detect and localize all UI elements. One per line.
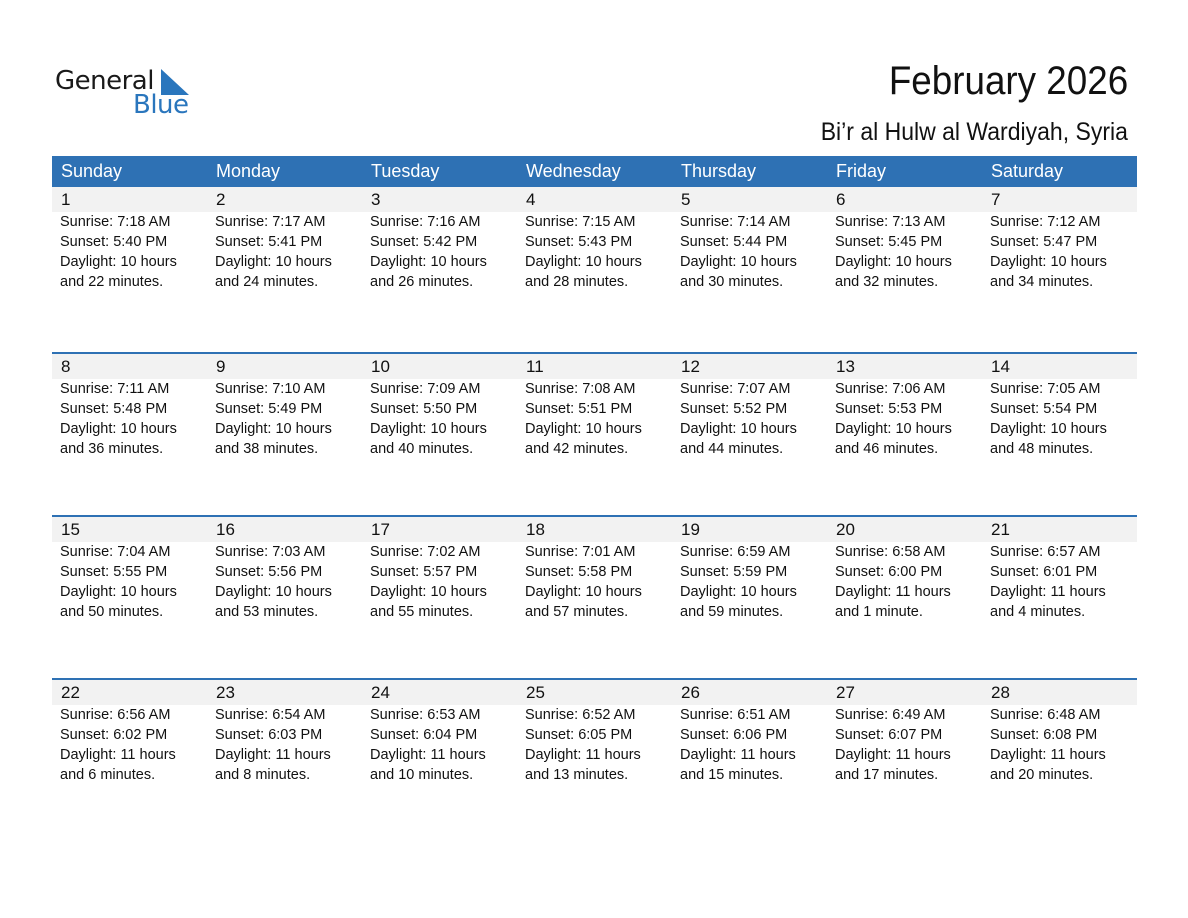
sunset-text: Sunset: 6:08 PM: [990, 727, 1098, 743]
sunset-text: Sunset: 6:06 PM: [680, 727, 788, 743]
day-number: 13: [836, 357, 855, 376]
weekday-monday: Monday: [216, 161, 281, 181]
day-cell: [362, 379, 517, 459]
day-cell: [207, 542, 362, 622]
day-info-row: [52, 379, 1137, 459]
day-number: 12: [681, 357, 700, 376]
day-info-row: [52, 212, 1137, 292]
day-number: 8: [61, 357, 71, 376]
weekday-thursday: Thursday: [681, 161, 757, 181]
sunrise-text: Sunrise: 6:58 AM: [835, 544, 946, 560]
daylight-text: and 40 minutes.: [370, 441, 474, 457]
daylight-text: Daylight: 11 hours: [990, 747, 1106, 763]
daylight-text: Daylight: 11 hours: [990, 584, 1106, 600]
day-number: 27: [836, 683, 855, 702]
weeks-container: [52, 187, 1137, 841]
daylight-text: Daylight: 11 hours: [835, 747, 951, 763]
day-number: 22: [61, 683, 80, 702]
sunrise-text: Sunrise: 6:56 AM: [60, 707, 171, 723]
sunset-text: Sunset: 5:55 PM: [60, 564, 168, 580]
day-number: 20: [836, 520, 855, 539]
calendar-grid: [52, 156, 1137, 841]
daylight-text: Daylight: 10 hours: [680, 254, 797, 270]
sunrise-text: Sunrise: 7:15 AM: [525, 214, 636, 230]
day-number: 23: [216, 683, 235, 702]
sunrise-text: Sunrise: 6:49 AM: [835, 707, 946, 723]
day-cell: [827, 542, 982, 622]
day-number: 25: [526, 683, 545, 702]
daylight-text: Daylight: 11 hours: [60, 747, 176, 763]
day-number: 18: [526, 520, 545, 539]
daylight-text: and 20 minutes.: [990, 767, 1094, 783]
daylight-text: Daylight: 10 hours: [835, 254, 952, 270]
day-cell: [982, 705, 1137, 785]
weekday-saturday: Saturday: [991, 161, 1064, 181]
daylight-text: Daylight: 10 hours: [60, 584, 177, 600]
sunset-text: Sunset: 5:47 PM: [990, 234, 1098, 250]
sunset-text: Sunset: 5:44 PM: [680, 234, 788, 250]
weekday-friday: Friday: [836, 161, 887, 181]
day-cell: [362, 212, 517, 292]
day-number: 7: [991, 190, 1001, 209]
daylight-text: Daylight: 10 hours: [525, 421, 642, 437]
daylight-text: and 38 minutes.: [215, 441, 319, 457]
sunrise-text: Sunrise: 7:12 AM: [990, 214, 1101, 230]
weekday-wednesday: Wednesday: [526, 161, 621, 181]
daylight-text: and 42 minutes.: [525, 441, 629, 457]
day-cell: [207, 705, 362, 785]
daylight-text: and 24 minutes.: [215, 274, 319, 290]
day-cell: [52, 542, 207, 622]
daylight-text: and 36 minutes.: [60, 441, 164, 457]
day-number: 6: [836, 190, 846, 209]
daylight-text: and 30 minutes.: [680, 274, 784, 290]
day-cell: [982, 212, 1137, 292]
day-cell: [207, 212, 362, 292]
sunset-text: Sunset: 5:56 PM: [215, 564, 323, 580]
day-number: 17: [371, 520, 390, 539]
day-number: 5: [681, 190, 691, 209]
sunrise-text: Sunrise: 6:51 AM: [680, 707, 791, 723]
sunrise-text: Sunrise: 6:52 AM: [525, 707, 636, 723]
day-cell: [827, 212, 982, 292]
sunset-text: Sunset: 5:49 PM: [215, 401, 323, 417]
sunrise-text: Sunrise: 6:53 AM: [370, 707, 481, 723]
daylight-text: Daylight: 10 hours: [60, 254, 177, 270]
daylight-text: and 44 minutes.: [680, 441, 784, 457]
daylight-text: and 26 minutes.: [370, 274, 474, 290]
daylight-text: and 57 minutes.: [525, 604, 629, 620]
sunset-text: Sunset: 5:41 PM: [215, 234, 323, 250]
sunset-text: Sunset: 5:51 PM: [525, 401, 633, 417]
day-number: 28: [991, 683, 1010, 702]
daylight-text: and 28 minutes.: [525, 274, 629, 290]
daylight-text: and 8 minutes.: [215, 767, 311, 783]
daylight-text: Daylight: 10 hours: [370, 254, 487, 270]
day-number: 2: [216, 190, 226, 209]
day-cell: [827, 705, 982, 785]
daylight-text: Daylight: 10 hours: [990, 254, 1107, 270]
daylight-text: Daylight: 11 hours: [525, 747, 641, 763]
day-number: 3: [371, 190, 381, 209]
day-cell: [362, 542, 517, 622]
day-number: 19: [681, 520, 700, 539]
daylight-text: Daylight: 10 hours: [990, 421, 1107, 437]
daylight-text: Daylight: 10 hours: [215, 254, 332, 270]
sunset-text: Sunset: 5:57 PM: [370, 564, 478, 580]
week-row: [52, 187, 1137, 352]
sunrise-text: Sunrise: 7:18 AM: [60, 214, 171, 230]
sunrise-text: Sunrise: 7:02 AM: [370, 544, 481, 560]
day-number: 14: [991, 357, 1010, 376]
daylight-text: and 10 minutes.: [370, 767, 474, 783]
day-cell: [52, 379, 207, 459]
daylight-text: and 15 minutes.: [680, 767, 784, 783]
day-cell: [672, 379, 827, 459]
day-cell: [672, 542, 827, 622]
day-number: 24: [371, 683, 390, 702]
day-number-row: [52, 354, 1137, 379]
day-cell: [52, 212, 207, 292]
day-cell: [517, 379, 672, 459]
daylight-text: and 22 minutes.: [60, 274, 164, 290]
day-cell: [52, 705, 207, 785]
sunset-text: Sunset: 5:50 PM: [370, 401, 478, 417]
day-number: 16: [216, 520, 235, 539]
day-cell: [827, 379, 982, 459]
day-number: 9: [216, 357, 226, 376]
daylight-text: and 6 minutes.: [60, 767, 156, 783]
page-title: February 2026: [888, 59, 1128, 103]
day-number-row: [52, 187, 1137, 212]
daylight-text: Daylight: 11 hours: [215, 747, 331, 763]
day-number: 26: [681, 683, 700, 702]
sunset-text: Sunset: 5:52 PM: [680, 401, 788, 417]
sunrise-text: Sunrise: 7:01 AM: [525, 544, 636, 560]
sunrise-text: Sunrise: 7:05 AM: [990, 381, 1101, 397]
daylight-text: and 55 minutes.: [370, 604, 474, 620]
day-number: 4: [526, 190, 536, 209]
sunrise-text: Sunrise: 7:16 AM: [370, 214, 481, 230]
logo-text-general: General: [55, 66, 154, 96]
sunset-text: Sunset: 6:07 PM: [835, 727, 943, 743]
daylight-text: and 32 minutes.: [835, 274, 939, 290]
daylight-text: and 34 minutes.: [990, 274, 1094, 290]
sunset-text: Sunset: 6:03 PM: [215, 727, 323, 743]
day-number: 11: [526, 357, 544, 376]
sunset-text: Sunset: 5:45 PM: [835, 234, 943, 250]
day-cell: [362, 705, 517, 785]
week-row: [52, 352, 1137, 515]
weekday-header: [52, 156, 1137, 187]
sunrise-text: Sunrise: 7:13 AM: [835, 214, 946, 230]
sunset-text: Sunset: 5:54 PM: [990, 401, 1098, 417]
daylight-text: Daylight: 11 hours: [370, 747, 486, 763]
week-row: [52, 678, 1137, 841]
daylight-text: and 50 minutes.: [60, 604, 164, 620]
weekday-sunday: Sunday: [61, 161, 123, 181]
sunrise-text: Sunrise: 6:48 AM: [990, 707, 1101, 723]
sunrise-text: Sunrise: 7:03 AM: [215, 544, 326, 560]
sunset-text: Sunset: 6:04 PM: [370, 727, 478, 743]
day-cell: [517, 705, 672, 785]
sunset-text: Sunset: 6:02 PM: [60, 727, 168, 743]
sunrise-text: Sunrise: 7:08 AM: [525, 381, 636, 397]
sunrise-text: Sunrise: 7:11 AM: [60, 381, 170, 397]
sunset-text: Sunset: 5:53 PM: [835, 401, 943, 417]
daylight-text: Daylight: 10 hours: [835, 421, 952, 437]
daylight-text: and 53 minutes.: [215, 604, 319, 620]
location-subtitle: Bi’r al Hulw al Wardiyah, Syria: [820, 118, 1128, 146]
sunrise-text: Sunrise: 7:06 AM: [835, 381, 946, 397]
sunset-text: Sunset: 5:48 PM: [60, 401, 168, 417]
daylight-text: and 4 minutes.: [990, 604, 1086, 620]
daylight-text: Daylight: 10 hours: [680, 584, 797, 600]
day-number: 1: [61, 190, 71, 209]
daylight-text: and 59 minutes.: [680, 604, 784, 620]
sunset-text: Sunset: 5:59 PM: [680, 564, 788, 580]
day-cell: [672, 212, 827, 292]
sunrise-text: Sunrise: 7:17 AM: [215, 214, 326, 230]
daylight-text: Daylight: 10 hours: [525, 254, 642, 270]
sunrise-text: Sunrise: 7:10 AM: [215, 381, 326, 397]
daylight-text: Daylight: 10 hours: [60, 421, 177, 437]
daylight-text: and 17 minutes.: [835, 767, 939, 783]
sunset-text: Sunset: 5:42 PM: [370, 234, 478, 250]
day-cell: [517, 542, 672, 622]
logo: [55, 64, 205, 120]
sunrise-text: Sunrise: 6:59 AM: [680, 544, 791, 560]
sunrise-text: Sunrise: 7:14 AM: [680, 214, 791, 230]
daylight-text: Daylight: 11 hours: [835, 584, 951, 600]
day-cell: [517, 212, 672, 292]
sunrise-text: Sunrise: 7:07 AM: [680, 381, 791, 397]
day-info-row: [52, 542, 1137, 622]
day-cell: [982, 542, 1137, 622]
daylight-text: Daylight: 10 hours: [215, 421, 332, 437]
daylight-text: Daylight: 10 hours: [525, 584, 642, 600]
sunrise-text: Sunrise: 6:54 AM: [215, 707, 326, 723]
daylight-text: and 1 minute.: [835, 604, 923, 620]
day-number-row: [52, 517, 1137, 542]
sunset-text: Sunset: 5:43 PM: [525, 234, 633, 250]
daylight-text: and 48 minutes.: [990, 441, 1094, 457]
sunrise-text: Sunrise: 7:09 AM: [370, 381, 481, 397]
day-cell: [982, 379, 1137, 459]
daylight-text: Daylight: 10 hours: [215, 584, 332, 600]
daylight-text: Daylight: 10 hours: [370, 584, 487, 600]
day-cell: [672, 705, 827, 785]
logo-text-blue: Blue: [133, 90, 189, 120]
week-row: [52, 515, 1137, 678]
sunset-text: Sunset: 6:00 PM: [835, 564, 943, 580]
sunset-text: Sunset: 6:05 PM: [525, 727, 633, 743]
daylight-text: Daylight: 10 hours: [680, 421, 797, 437]
day-number: 15: [61, 520, 80, 539]
daylight-text: and 13 minutes.: [525, 767, 629, 783]
daylight-text: and 46 minutes.: [835, 441, 939, 457]
sunset-text: Sunset: 5:58 PM: [525, 564, 633, 580]
daylight-text: Daylight: 10 hours: [370, 421, 487, 437]
day-number-row: [52, 680, 1137, 705]
weekday-tuesday: Tuesday: [371, 161, 440, 181]
day-info-row: [52, 705, 1137, 785]
sunset-text: Sunset: 6:01 PM: [990, 564, 1098, 580]
sunrise-text: Sunrise: 6:57 AM: [990, 544, 1101, 560]
day-number: 10: [371, 357, 390, 376]
day-cell: [207, 379, 362, 459]
sunrise-text: Sunrise: 7:04 AM: [60, 544, 171, 560]
sunset-text: Sunset: 5:40 PM: [60, 234, 168, 250]
day-number: 21: [991, 520, 1010, 539]
daylight-text: Daylight: 11 hours: [680, 747, 796, 763]
